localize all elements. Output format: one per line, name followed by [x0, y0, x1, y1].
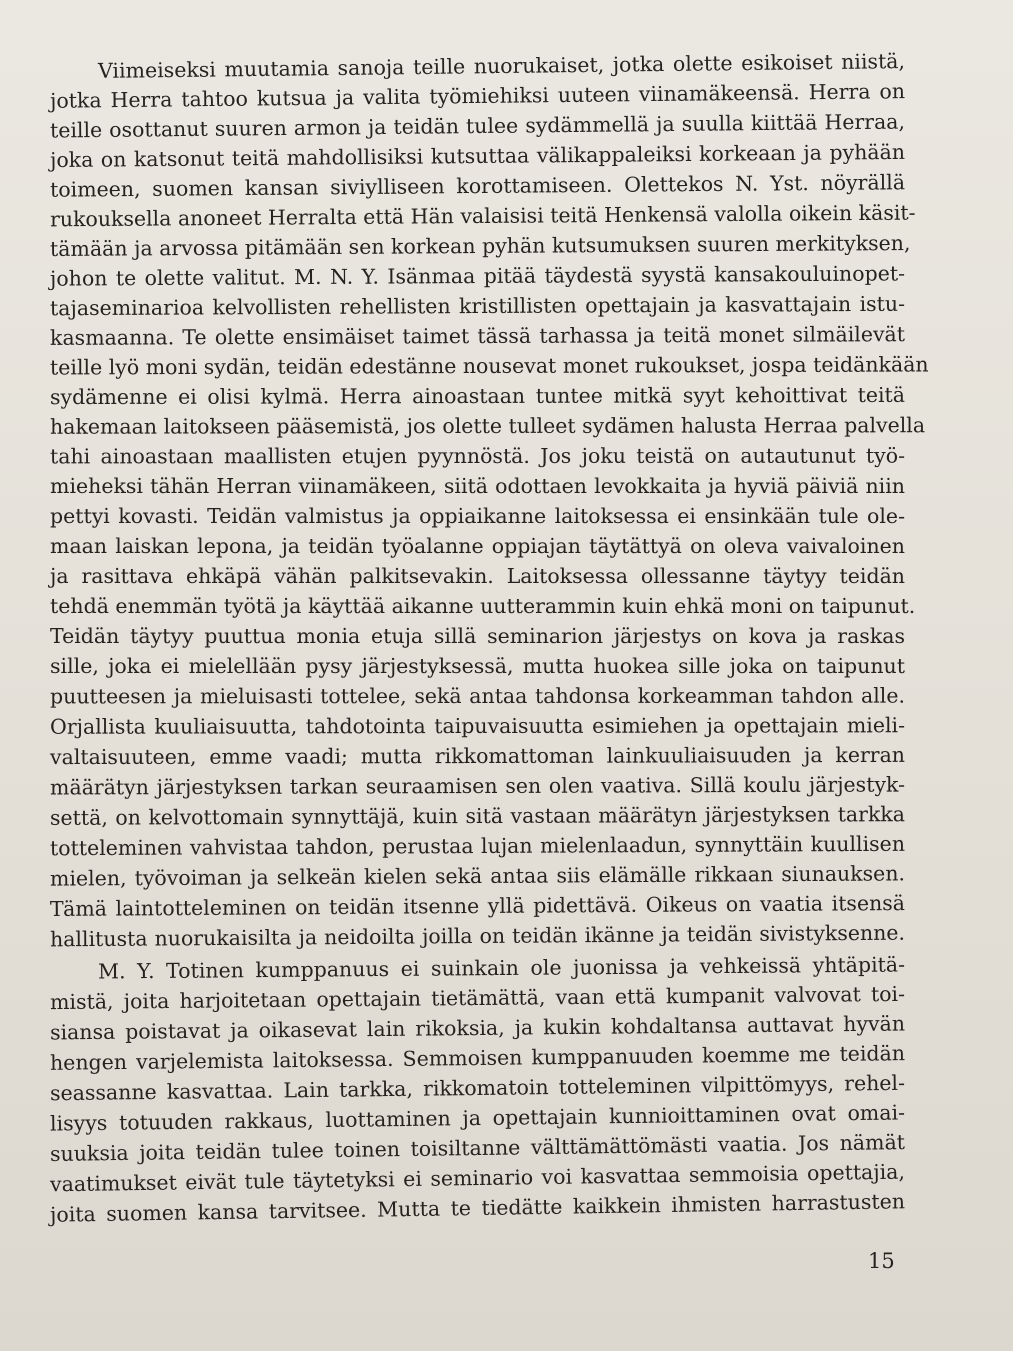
text-line: toimeen, suomen kansan siviylliseen korottamiseen. Olettekos N. Yst. nöyrällä [49, 170, 906, 202]
text-line: puutteesen ja mieluisasti tottelee, sekä antaa tahdonsa korkeamman tahdon alle. [49, 683, 906, 709]
text-line: M. Y. Totinen kumppanuus ei suinkain ole juonissa ja vehkeissä yhtäpitä- [97, 952, 906, 984]
text-line: seassanne kasvattaa. Lain tarkka, rikkomatoin totteleminen vilpittömyys, rehel- [49, 1070, 906, 1106]
text-line: suuksia joita teidän tulee toinen toisiltanne välttämättömästi vaatia. Jos nämät [49, 1130, 906, 1166]
text-line: mielen, työvoiman ja selkeän kielen sekä antaa siis elämälle rikkaan siunauksen. [49, 861, 906, 891]
text-line: rukouksella anoneet Herralta että Hän valaisisi teitä Henkensä valolla oikein käsit- [49, 200, 916, 232]
text-line: lisyys totuuden rakkaus, luottaminen ja opettajain kunnioittaminen ovat omai- [49, 1100, 906, 1136]
text-line: pettyi kovasti. Teidän valmistus ja oppiaikanne laitoksessa ei ensinkään tule ole- [50, 504, 905, 528]
text-line: tehdä enemmän työtä ja käyttää aikanne uutterammin kuin ehkä moni on taipunut. [50, 594, 916, 618]
text-line: totteleminen vahvistaa tahdon, perustaa lujan mielenlaadun, synnyttäin kuullisen [49, 831, 906, 861]
text-line: hengen varjelemista laitoksessa. Semmoisen kumppanuuden koemme me teidän [49, 1041, 906, 1075]
text-line: määrätyn järjestyksen tarkan seuraamisen sen olen vaativa. Sillä koulu järjestyk- [49, 772, 906, 800]
text-line: Teidän täytyy puuttua monia etuja sillä seminarion järjestys on kova ja raskas [50, 624, 905, 648]
text-line: tämään ja arvossa pitämään sen korkean pyhän kutsumuksen suuren merkityksen, [49, 230, 911, 261]
text-line: sille, joka ei mielellään pysy järjestyksessä, mutta huokea sille joka on taipunut [50, 654, 905, 678]
text-line: Viimeiseksi muutamia sanoja teille nuorukaiset, jotka olette esikoiset niistä, [97, 49, 906, 83]
text-line: kasmaanna. Te olette ensimäiset taimet tässä tarhassa ja teitä monet silmäilevät [49, 322, 906, 350]
page-number: 15 [868, 1249, 895, 1273]
text-line: teille lyö moni sydän, teidän edestänne nousevat monet rukoukset, jospa teidänkään [49, 352, 929, 380]
text-line: mieheksi tähän Herran viinamäkeen, siitä odottaen levokkaita ja hyviä päiviä niin [50, 474, 905, 498]
text-line: ja rasittava ehkäpä vähän palkitsevakin. Laitoksessa ollessanne täytyy teidän [50, 564, 905, 588]
text-line: tahi ainoastaan maallisten etujen pyynnöstä. Jos joku teistä on autautunut työ- [49, 443, 906, 469]
text-line: mistä, joita harjoitetaan opettajain tietämättä, vaan että kumpanit valvovat toi- [49, 981, 906, 1015]
text-line: settä, on kelvottomain synnyttäjä, kuin sitä vastaan määrätyn järjestyksen tarkka [49, 802, 906, 830]
text-line: Tämä laintotteleminen on teidän itsenne yllä pidettävä. Oikeus on vaatia itsensä [49, 891, 906, 921]
text-line: johon te olette valitut. M. N. Y. Isänmaa pitää täydestä syystä kansakouluinopet- [49, 261, 906, 291]
text-line: siansa poistavat ja oikasevat lain rikoksia, ja kukin kohdaltansa auttavat hyvän [49, 1011, 906, 1045]
text-line: hallitusta nuorukaisilta ja neidoilta joilla on teidän ikänne ja teidän sivistyksenne. [49, 920, 906, 952]
text-line: joka on katsonut teitä mahdollisiksi kutsuttaa välikappaleiksi korkeaan ja pyhään [49, 139, 906, 173]
text-line: tajaseminarioa kelvollisten rehellisten kristillisten opettajain ja kasvattajain istu- [49, 291, 906, 321]
text-line: vaatimukset eivät tule täytetyksi ei seminario voi kasvattaa semmoisia opettajia, [49, 1159, 906, 1197]
text-line: joita suomen kansa tarvitsee. Mutta te tiedätte kaikkein ihmisten harrastusten [49, 1189, 906, 1227]
text-line: sydämenne ei olisi kylmä. Herra ainoastaan tuntee mitkä syyt kehoittivat teitä [49, 382, 906, 410]
text-line: hakemaan laitokseen pääsemistä, jos olette tulleet sydämen halusta Herraa palvella [49, 413, 926, 439]
text-line: Orjallista kuuliaisuutta, tahdotointa taipuvaisuutta esimiehen ja opettajain mieli- [49, 713, 906, 739]
text-line: maan laiskan lepona, ja teidän työalanne oppiajan täytättyä on oleva vaivaloinen [50, 534, 905, 558]
text-line: teille osottanut suuren armon ja teidän tulee sydämmellä ja suulla kiittää Herraa, [49, 109, 906, 143]
text-line: jotka Herra tahtoo kutsua ja valita työmiehiksi uuteen viinamäkeensä. Herra on [49, 79, 906, 113]
text-line: valtaisuuteen, emme vaadi; mutta rikkomattoman lainkuuliaisuuden ja kerran [49, 742, 906, 770]
